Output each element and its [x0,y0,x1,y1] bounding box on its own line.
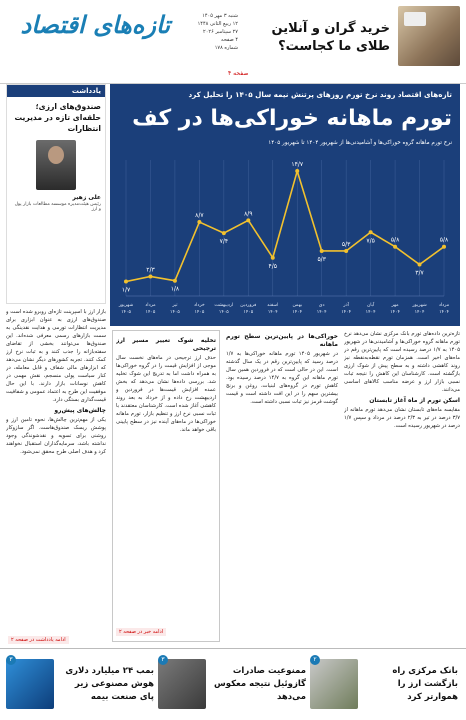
x-tick-label: شهریور [118,303,134,308]
author-photo [36,140,76,190]
data-label: ۵/۳ [341,240,351,248]
x-tick-label: مهر [391,303,399,308]
data-label: ۱/۸ [170,285,180,293]
x-tick-year: ۱۴۰۵ [218,310,229,315]
teaser-thumbnail [158,659,206,709]
x-tick-label: آذر [343,303,349,308]
data-label: ۲/۳ [146,266,155,274]
hero-kicker: تازه‌های اقتصاد روند نرخ تورم روزهای پرتنش نیمه سال ۱۴۰۵ را تحلیل کرد [188,90,452,99]
hero-section [110,84,460,326]
issue-number: شماره ۱۷۸ [214,45,238,51]
teaser-title: بانک مرکزی راه بازگشت ارز را هموارتر کرد [392,666,458,702]
author-name: علی زهیر [72,194,101,201]
issue-meta [178,12,238,52]
opinion-subhead: چالش‌های پیش‌رو [54,407,106,414]
x-tick-year: ۱۴۰۵ [194,310,205,315]
x-tick-year: ۱۴۰۴ [439,310,449,315]
subsidy-article-text: حذف ارز ترجیحی در ماه‌های نخست سال موجی از افزایش قیمت را در گروه خوراکی‌ها به همراه داشت اما به تدریج این شوک تخلیه شد. بررسی داده‌ها نشان می‌دهد که بخش عمده افزایش قیمت‌ها در فروردین و اردیبهشت رخ داده و از خرداد به بعد روند کاهشی آغاز شده است. کارشناسان معتقدند با ثبات نسبی نرخ ارز و تنظیم بازار، تورم ماهانه خوراکی‌ها در ماه‌های آینده نیز در سطح پایینی باقی خواهد ماند. [116,355,216,433]
data-point [320,249,324,253]
data-point [442,245,446,249]
x-tick-year: ۱۴۰۴ [267,310,278,315]
opinion-continue-link[interactable]: ادامه یادداشت در صفحه ۲ [8,636,69,644]
data-label: ۸/۷ [195,212,204,220]
x-tick-label: خرداد [194,303,205,308]
x-tick-label: تیر [172,303,178,308]
promo-photo [398,6,460,66]
masthead [0,0,466,84]
bottom-teasers [0,648,466,720]
data-point [148,274,152,278]
x-tick-year: ۱۴۰۴ [390,310,401,315]
x-tick-label: دی [318,303,325,308]
newspaper-logo[interactable] [10,10,170,56]
data-point [271,256,275,260]
teaser-diesel-export[interactable] [158,655,308,715]
x-tick-year: ۱۴۰۵ [169,310,180,315]
author-role: رئیس هیئت‌مدیره موسسه مطالعات بازار پول و ارز [14,202,101,212]
teaser-thumbnail [310,659,358,709]
issue-hijri-date: ۱۲ ربیع الثانی ۱۴۴۸ [197,21,238,27]
x-tick-label: فروردین [240,303,257,308]
lead-article [344,330,460,642]
data-point [173,279,177,283]
x-tick-label: اسفند [267,303,279,308]
teaser-page-badge: ۳ [6,655,16,665]
x-tick-year: ۱۴۰۴ [316,310,327,315]
data-label: ۷/۴ [219,238,229,246]
data-label: ۴/۵ [268,262,278,270]
data-point [295,169,299,173]
chart-caption: نرخ تورم ماهانه گروه خوراکی‌ها و آشامیدنی‌ها از شهریور ۱۴۰۴ تا شهریور ۱۴۰۵ [268,140,452,146]
lead-article-subhead: اسکن تورم از ماه آغاز تابستان [369,397,460,404]
opinion-text: بازار ارز با اسپرینت تازه‌ای روبرو شده است و صندوق‌های ارزی به عنوان ابزاری برای مدیریت انتظارات تورمی و هدایت نقدینگی به سمت بازارهای رسمی معرفی شده‌اند. این صندوق‌ها می‌توانند بخشی از تقاضای سفته‌بازانه را جذب کنند و به ثبات نرخ ارز کمک کنند. تجربه کشورهای دیگر نشان می‌دهد که ابزارهای مالی شفاف و قابل معامله، در کنار سیاست پولی منسجم، نقش مهمی در کاهش نوسانات بازار دارند. با این حال موفقیت این طرح به اعتماد عمومی و شفافیت قیمت‌گذاری بستگی دارد. [6,309,106,403]
teaser-title: ممنوعیت صادرات گازوئیل نتیجه معکوس می‌دهد [214,666,306,702]
x-tick-year: ۱۴۰۵ [243,310,254,315]
x-tick-label: شهریور [412,303,427,308]
food-inflation-article [226,330,338,642]
lead-article-text-2: مقایسه ماه‌های تابستان نشان می‌دهد تورم ماهانه از ۳/۷ درصد در تیر به ۲/۳ درصد در مرداد و سپس ۱/۷ درصد در شهریور رسیده است. [344,407,460,429]
teaser-page-badge: ۲ [310,655,320,665]
subsidy-article-heading[interactable]: تخلیه شوک تغییر مسیر ارز ترجیحی [116,337,216,352]
opinion-sidebar [6,84,106,304]
teaser-page-badge: ۳ [158,655,168,665]
data-label: ۱/۷ [121,286,131,294]
lead-article-text: تازه‌ترین داده‌های تورم بانک مرکزی نشان می‌دهد نرخ تورم ماهانه گروه خوراکی‌ها و آشامیدنی‌ها در شهریور ۱۴۰۵ به ۱/۷ درصد رسیده است که پایین‌ترین رقم در ماه‌های اخیر است. همزمان تورم نقطه‌به‌نقطه نیز روند کاهشی داشته و به سطح پیش از شوک ارزی بازگشته است. کارشناسان این کاهش را نتیجه ثبات نسبی بازار ارز و عرضه مناسب کالاهای اساسی می‌دانند. [344,331,460,393]
logo-text: تازه‌های اقتصاد [20,10,170,39]
opinion-text-2: یکی از مهم‌ترین چالش‌ها، نحوه تامین ارز و پوشش ریسک صندوق‌هاست. اگر سازوکار روشنی برای تسویه و نقدشوندگی وجود نداشته باشد، سرمایه‌گذاران استقبال نخواهند کرد و هدف اصلی طرح محقق نمی‌شود. [6,417,106,455]
subsidy-continue-link[interactable]: ادامه خبر در صفحه ۲ [116,628,166,636]
data-label: ۵/۸ [390,236,400,244]
x-tick-year: ۱۴۰۵ [145,310,156,315]
food-inflation-heading[interactable]: خوراکی‌ها در پایین‌ترین سطح تورم ماهانه [226,333,338,348]
issue-date: شنبه ۳ مهر ۱۴۰۵ [202,13,238,19]
data-point [222,231,226,235]
x-tick-label: اردیبهشت [214,303,234,308]
x-tick-year: ۱۴۰۵ [121,310,131,315]
x-tick-year: ۱۴۰۴ [292,310,303,315]
opinion-title[interactable]: صندوق‌های ارزی؛ حلقه‌ای تازه در مدیریت انتظارات [14,102,101,133]
data-label: ۱۴/۷ [291,161,304,169]
page-reference[interactable]: صفحه ۴ [228,70,249,77]
data-point [344,249,348,253]
teaser-title: بمب ۲۴ میلیارد دلاری هوش مصنوعی زیر پای صنعت بیمه [65,666,154,702]
x-tick-label: مرداد [438,303,450,308]
sidebar-heading: یادداشت [7,85,105,97]
x-tick-label: مرداد [145,303,156,308]
data-label: ۷/۵ [366,237,375,245]
inflation-line-chart [110,146,460,326]
issue-pages: ۴ صفحه [221,37,238,43]
data-point [369,230,373,234]
promo-story[interactable] [245,6,460,66]
series-line [126,171,444,281]
teaser-thumbnail [6,659,54,709]
data-point [246,218,250,222]
x-tick-label: آبان [366,303,375,308]
data-point [124,280,128,284]
subsidy-article [116,334,216,624]
teaser-ai-insurance[interactable] [6,655,156,715]
x-tick-year: ۱۴۰۴ [365,310,376,315]
data-label: ۵/۸ [439,236,449,244]
food-inflation-text: در شهریور ۱۴۰۵ تورم ماهانه خوراکی‌ها به ۱/۷ درصد رسید که پایین‌ترین رقم در یک سال گذشته است. این در حالی است که در فروردین همین سال تورم ماهانه این گروه به ۱۴/۷ درصد رسیده بود. کاهش تورم در گروه‌های لبنیات، روغن و برنج بیشترین سهم را در این افت داشته است و قیمت گوشت قرمز نیز ثبات نسبی داشته است. [226,351,338,405]
hero-title[interactable]: تورم ماهانه خوراکی‌ها در کف [132,106,452,131]
promo-title: خرید گران و آنلاین طلای ما کجاست؟ [271,21,390,54]
teaser-central-bank[interactable] [310,655,460,715]
data-point [197,220,201,224]
issue-gregorian-date: ۲۷ سپتامبر ۲۰۲۶ [203,29,238,35]
data-label: ۸/۹ [244,210,253,218]
opinion-body [6,308,106,633]
data-point [393,245,397,249]
x-tick-year: ۱۴۰۴ [341,310,352,315]
data-label: ۳/۷ [415,269,424,277]
data-label: ۵/۳ [317,255,326,263]
x-tick-label: بهمن [292,303,303,308]
data-point [418,263,422,267]
x-tick-year: ۱۴۰۴ [414,310,425,315]
